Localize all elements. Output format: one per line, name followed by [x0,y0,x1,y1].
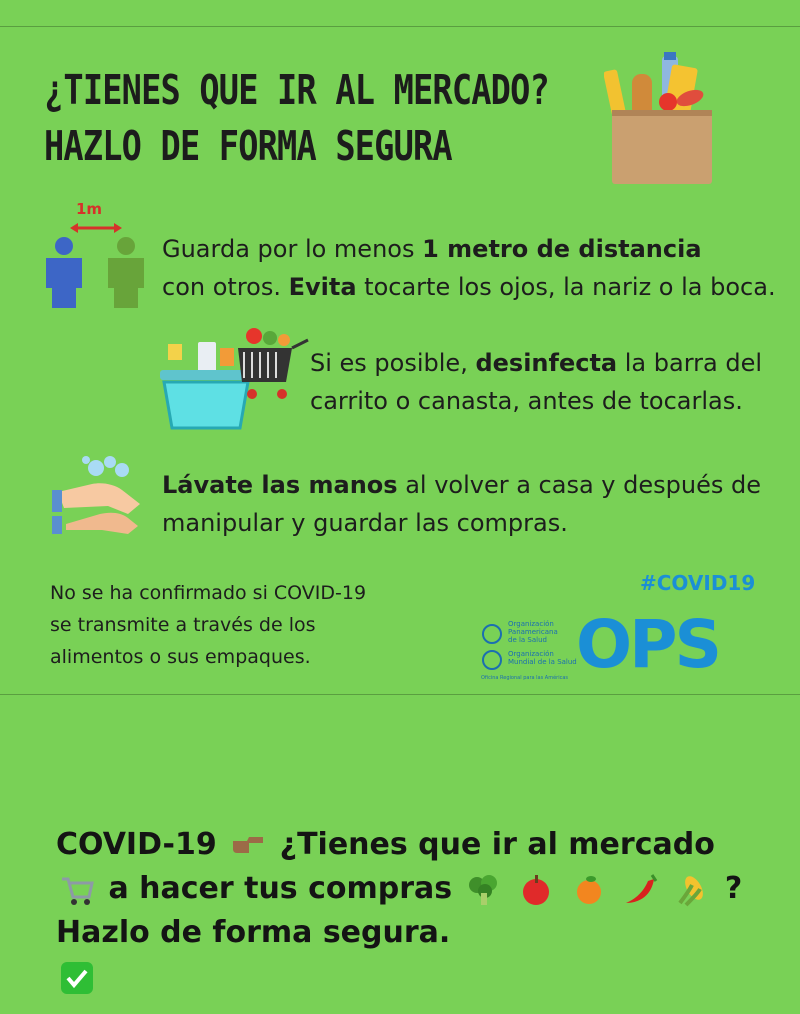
hashtag: #COVID19 [640,571,756,595]
tip-distance-text-3: tocarte los ojos, la nariz o la boca. [356,273,776,301]
caption-text: COVID-19 [56,827,217,862]
broccoli-icon [467,873,501,907]
distance-label: 1m [76,200,103,218]
tip-distance-text-2: con otros. [162,273,289,301]
tip-handwash [162,466,761,542]
caption-text: ¿Tienes que ir al mercado [279,827,715,862]
tip-distance-emphasis: 1 metro de distancia [422,235,702,263]
shopping-cart-icon [60,873,94,907]
tip-distance [162,230,776,306]
title-line-2: HAZLO DE FORMA SEGURA [44,122,452,170]
org-line: Organización [508,650,554,658]
top-divider [0,26,800,27]
tip-disinfect [310,344,762,420]
tip-handwash-text-2: manipular y guardar las compras. [162,509,568,537]
caption-text: a hacer tus compras [108,871,453,906]
tip-disinfect-text-2: la barra del [617,349,763,377]
people-distance-icon [40,216,152,312]
tip-avoid-emphasis: Evita [288,273,357,301]
shopping-cart-icon [158,326,318,434]
tip-disinfect-text-3: carrito o canasta, antes de tocarlas. [310,387,743,415]
note-line: se transmite a través de los [50,614,316,636]
tip-handwash-text: al volver a casa y después de [397,471,761,499]
title-line-1: ¿TIENES QUE IR AL MERCADO? [44,66,549,114]
org-footer: Oficina Regional para las Américas [481,675,569,681]
grocery-bag-icon [604,52,720,188]
apple-icon [519,873,553,907]
check-mark-icon [60,961,94,995]
tip-handwash-emphasis: Lávate las manos [162,471,398,499]
tip-disinfect-text: Si es posible, [310,349,476,377]
tip-disinfect-emphasis: desinfecta [475,349,618,377]
org-line: Mundial de la Salud [508,658,577,666]
chili-icon [624,873,658,907]
food-note [50,577,366,673]
paho-globe-icon [482,624,502,644]
org-line: Panamericana [508,628,558,636]
poster-title [44,62,549,174]
note-line: alimentos o sus empaques. [50,646,311,668]
paho-name [508,620,558,644]
post-caption [56,823,756,999]
pointing-right-icon [231,829,265,863]
corn-icon [676,873,710,907]
who-name [508,650,577,666]
tip-distance-text: Guarda por lo menos [162,235,423,263]
ops-logo: OPS [576,606,720,683]
org-line: de la Salud [508,636,547,644]
caption-text: ? Hazlo de forma segura. [56,871,743,950]
hand-wash-icon [52,452,148,538]
orange-icon [572,873,606,907]
poster-bottom-divider [0,694,800,695]
org-line: Organización [508,620,554,628]
who-globe-icon [482,650,502,670]
note-line: No se ha confirmado si COVID-19 [50,582,367,604]
